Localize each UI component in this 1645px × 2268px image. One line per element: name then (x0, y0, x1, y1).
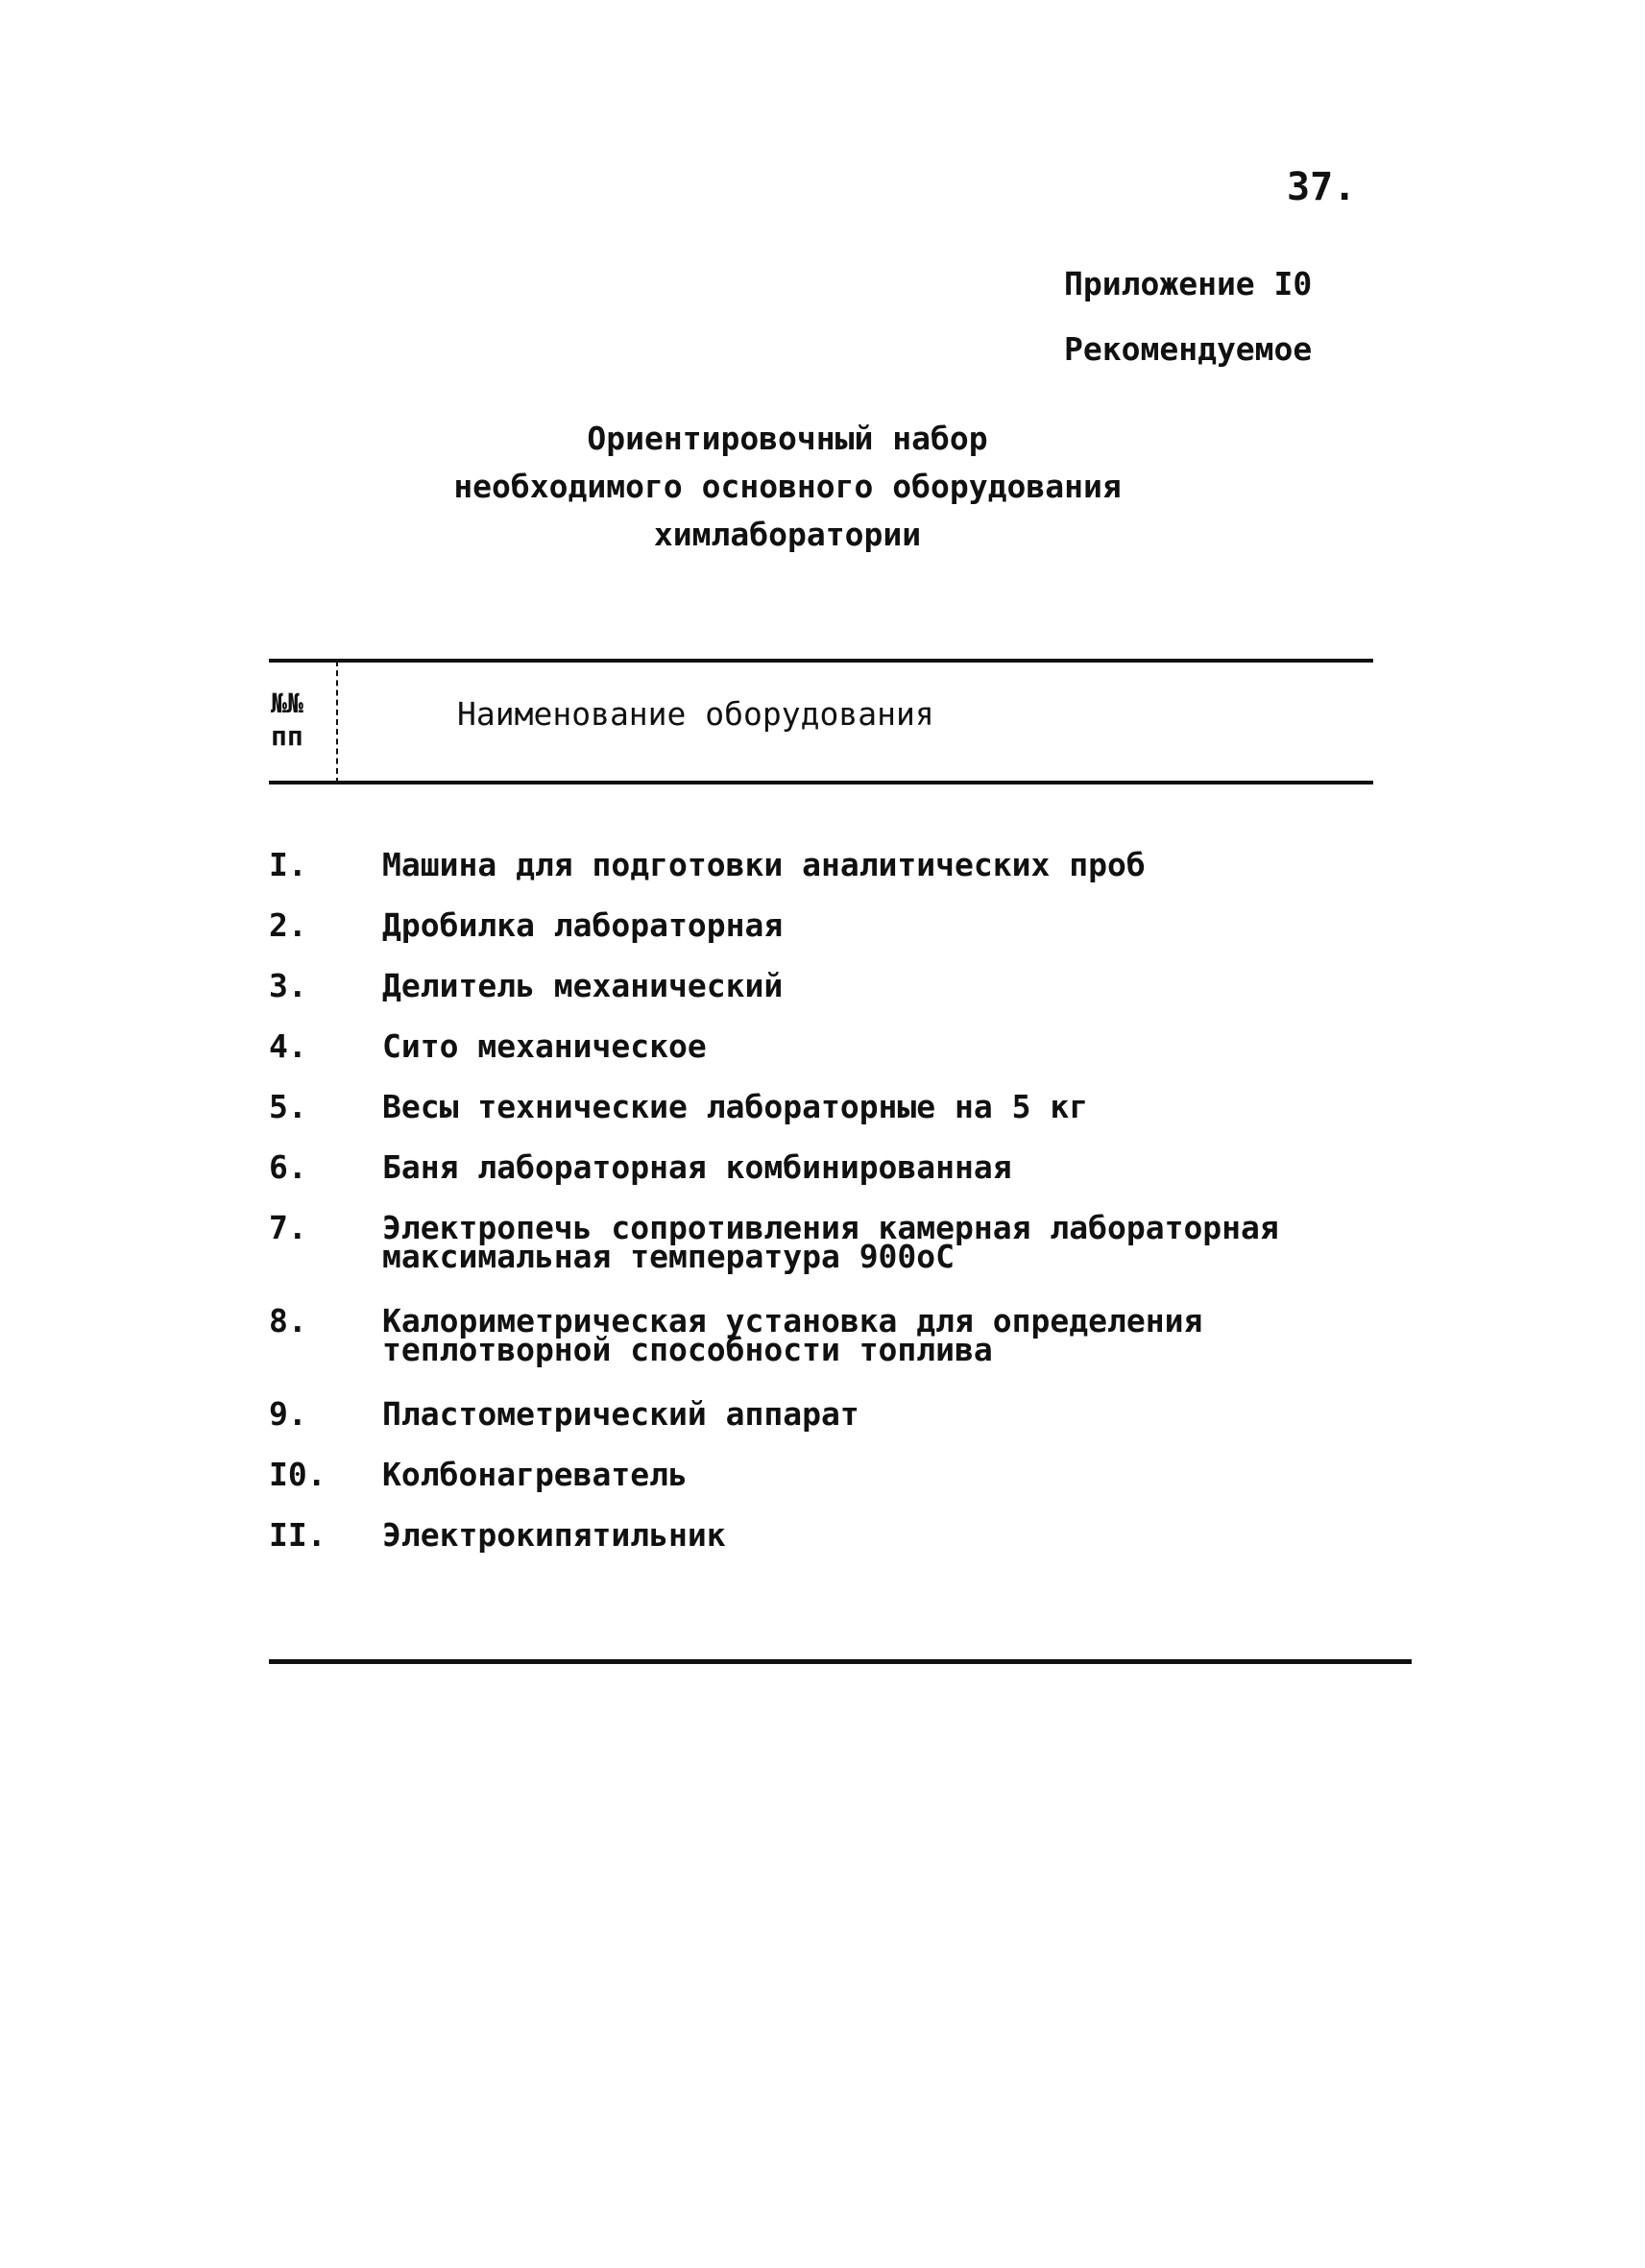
list-item (269, 1148, 1402, 1186)
item-number: 2. (269, 906, 307, 944)
item-name-line: Калориметрическая установка для определения (382, 1302, 1203, 1339)
appendix-label: Приложение I0 (1064, 265, 1313, 302)
item-name (382, 1395, 1402, 1433)
table-header-rule (269, 781, 1373, 784)
item-name (382, 1302, 1402, 1368)
status-label: Рекомендуемое (1064, 330, 1313, 368)
header-number-column (271, 688, 303, 753)
item-name (382, 1027, 1402, 1065)
item-name-line: Баня лабораторная комбинированная (382, 1148, 1012, 1186)
list-item (269, 1027, 1402, 1065)
item-name (382, 1516, 1402, 1554)
item-name-line: Дробилка лабораторная (382, 906, 784, 944)
list-item (269, 1088, 1402, 1125)
item-name-line: теплотворной способности топлива (382, 1331, 993, 1368)
item-name-line: Весы технические лабораторные на 5 кг (382, 1088, 1089, 1125)
title-line: необходимого основного оборудования (453, 468, 1122, 505)
page-number: 37. (1287, 165, 1357, 209)
header-number-label: №№ (271, 688, 303, 719)
item-name (382, 846, 1402, 883)
item-name (382, 906, 1402, 944)
item-number: 4. (269, 1027, 307, 1065)
item-name-line: Делитель механический (382, 967, 784, 1004)
item-name-line: Электрокипятильник (382, 1516, 726, 1554)
item-number: 8. (269, 1302, 307, 1339)
table-top-rule (269, 659, 1373, 663)
header-name-column: Наименование оборудования (457, 695, 934, 733)
item-name-line: Машина для подготовки аналитических проб (382, 846, 1146, 883)
title-line: химлаборатории (653, 516, 922, 553)
item-number: I0. (269, 1456, 327, 1493)
item-number: 7. (269, 1209, 307, 1246)
item-name-line: Электропечь сопротивления камерная лабораторная (382, 1209, 1279, 1246)
list-item (269, 846, 1402, 883)
item-name (382, 967, 1402, 1004)
item-number: 9. (269, 1395, 307, 1433)
item-name (382, 1209, 1402, 1275)
item-name (382, 1088, 1402, 1125)
list-item (269, 1209, 1402, 1275)
item-number: 3. (269, 967, 307, 1004)
item-name-line: Сито механическое (382, 1027, 707, 1065)
item-number: II. (269, 1516, 327, 1554)
document-title (355, 415, 1220, 559)
item-number: I. (269, 846, 307, 883)
item-name (382, 1148, 1402, 1186)
item-number: 5. (269, 1088, 307, 1125)
item-name-line: Колбонагреватель (382, 1456, 688, 1493)
item-name-line: максимальная температура 900оС (382, 1238, 956, 1275)
table-bottom-rule (269, 1659, 1412, 1664)
list-item (269, 1302, 1402, 1368)
list-item (269, 906, 1402, 944)
header-number-label-2: пп (271, 720, 303, 752)
list-item (269, 967, 1402, 1004)
header-column-separator (336, 661, 340, 784)
list-item (269, 1395, 1402, 1433)
list-item (269, 1516, 1402, 1554)
item-number: 6. (269, 1148, 307, 1186)
item-name (382, 1456, 1402, 1493)
title-line: Ориентировочный набор (587, 420, 988, 457)
item-name-line: Пластометрический аппарат (382, 1395, 859, 1433)
list-item (269, 1456, 1402, 1493)
